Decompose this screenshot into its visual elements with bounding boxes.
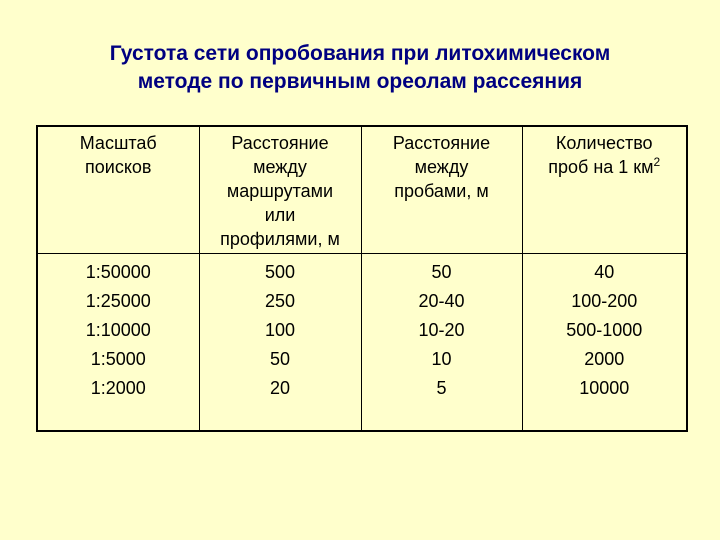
header-route-distance: Расстояние между маршрутами или профилями, м xyxy=(199,126,361,254)
title-line-1: Густота сети опробования при литохимическом xyxy=(109,42,611,65)
header-scale: Масштаб поисков xyxy=(37,126,199,254)
col-route-distance-values: 500 250 100 50 20 xyxy=(199,254,361,432)
col-sample-count-values: 40 100-200 500-1000 2000 10000 xyxy=(522,254,687,432)
page-title xyxy=(0,40,720,96)
col-sample-distance-values: 50 20-40 10-20 10 5 xyxy=(361,254,522,432)
col-scale-values: 1:50000 1:25000 1:10000 1:5000 1:2000 xyxy=(37,254,199,432)
superscript-2: 2 xyxy=(653,155,661,169)
sampling-density-table xyxy=(36,125,688,432)
table-row xyxy=(37,254,687,432)
header-row xyxy=(37,126,687,254)
header-sample-count: Количество проб на 1 $км^2$ xyxy=(522,126,687,254)
title-line-2: методе по первичным ореолам рассеяния xyxy=(137,70,583,93)
header-sample-distance: Расстояние между пробами, м xyxy=(361,126,522,254)
